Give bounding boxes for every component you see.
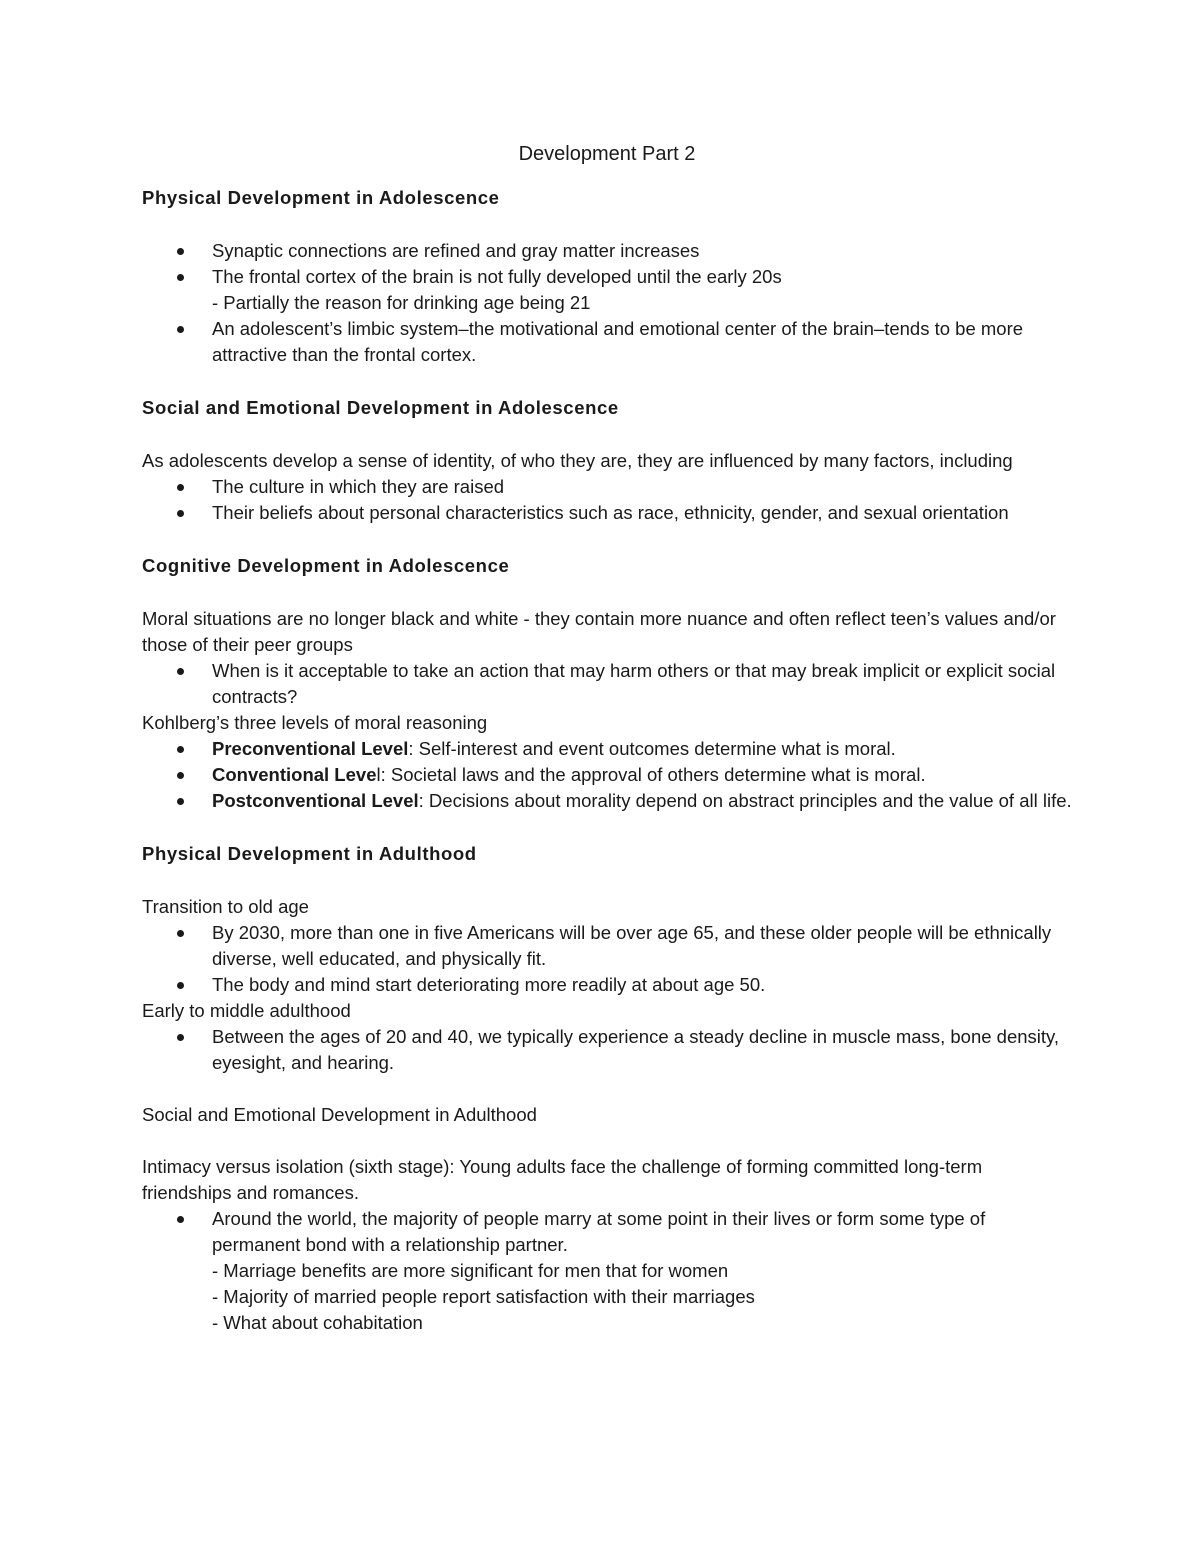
level-term: Conventional Leve: [212, 764, 377, 785]
list-item: An adolescent’s limbic system–the motivational and emotional center of the brain–tends to be more attractive than the frontal cortex.: [212, 316, 1072, 368]
bullet-icon: [177, 668, 184, 675]
bullet-list-marriage: [142, 1206, 1072, 1336]
bullet-list-early-adulthood: [142, 1024, 1072, 1076]
level-text: l: Societal laws and the approval of others determine what is moral.: [376, 764, 926, 785]
bullet-icon: [177, 1034, 184, 1041]
heading-social-adolescence: Social and Emotional Development in Adolescence: [142, 397, 619, 418]
level-term: Preconventional Level: [212, 738, 409, 759]
list-item: Around the world, the majority of people marry at some point in their lives or form some type of permanent bond with a relationship partner. - Marriage benefits are more significant for men that for women - Majority of married people report satisfaction with their marriages - What about cohabitation: [212, 1206, 1072, 1336]
heading-physical-adolescence: Physical Development in Adolescence: [142, 187, 500, 208]
bullet-icon: [177, 930, 184, 937]
bullet-list-physical-adolescence: [142, 238, 1072, 368]
bullet-list-transition: [142, 920, 1072, 998]
heading-physical-adulthood: Physical Development in Adulthood: [142, 843, 477, 864]
paragraph-identity: As adolescents develop a sense of identity, of who they are, they are influenced by many factors, including: [142, 450, 1013, 471]
list-item: Their beliefs about personal characteristics such as race, ethnicity, gender, and sexual orientation: [212, 500, 1072, 526]
bullet-icon: [177, 510, 184, 517]
list-item: The frontal cortex of the brain is not fully developed until the early 20s - Partially the reason for drinking age being 21: [212, 264, 1072, 316]
paragraph-transition: Transition to old age: [142, 896, 309, 917]
sub-note: - Marriage benefits are more significant for men that for women: [212, 1260, 729, 1281]
bullet-icon: [177, 798, 184, 805]
list-item: [212, 736, 1072, 762]
bullet-icon: [177, 274, 184, 281]
sub-note: - What about cohabitation: [212, 1312, 423, 1333]
heading-cognitive-adolescence: Cognitive Development in Adolescence: [142, 555, 510, 576]
level-text: : Self-interest and event outcomes determine what is moral.: [408, 738, 896, 759]
bullet-icon: [177, 248, 184, 255]
paragraph-intimacy: Intimacy versus isolation (sixth stage): Young adults face the challenge of forming committed long-term friendships and romances.: [142, 1156, 983, 1203]
list-item: Synaptic connections are refined and gray matter increases: [212, 238, 1072, 264]
list-item: The culture in which they are raised: [212, 474, 1072, 500]
bullet-list-moral-question: [142, 658, 1072, 710]
level-text: : Decisions about morality depend on abstract principles and the value of all life.: [418, 790, 1072, 811]
document-content: [142, 140, 1072, 1336]
level-term: Postconventional Level: [212, 790, 419, 811]
bullet-icon: [177, 1216, 184, 1223]
bullet-icon: [177, 772, 184, 779]
list-item: Between the ages of 20 and 40, we typically experience a steady decline in muscle mass, bone density, eyesight, and hearing.: [212, 1024, 1072, 1076]
bullet-icon: [177, 746, 184, 753]
sub-note: - Majority of married people report satisfaction with their marriages: [212, 1286, 755, 1307]
bullet-icon: [177, 982, 184, 989]
bullet-list-identity: [142, 474, 1072, 526]
list-item: When is it acceptable to take an action that may harm others or that may break implicit or explicit social contracts?: [212, 658, 1072, 710]
paragraph-moral-situations: Moral situations are no longer black and white - they contain more nuance and often reflect teen’s values and/or those of their peer groups: [142, 608, 1056, 655]
heading-social-adulthood: Social and Emotional Development in Adulthood: [142, 1104, 537, 1125]
document-title: Development Part 2: [518, 143, 696, 165]
bullet-list-kohlberg-levels: [142, 736, 1072, 814]
paragraph-kohlberg: Kohlberg’s three levels of moral reasoning: [142, 712, 488, 733]
bullet-icon: [177, 326, 184, 333]
list-item: By 2030, more than one in five Americans will be over age 65, and these older people will be ethnically diverse, well educated, and physically fit.: [212, 920, 1072, 972]
bullet-icon: [177, 484, 184, 491]
list-item: The body and mind start deteriorating more readily at about age 50.: [212, 972, 1072, 998]
list-item: [212, 762, 1072, 788]
sub-note: - Partially the reason for drinking age being 21: [212, 292, 591, 313]
paragraph-early-adulthood: Early to middle adulthood: [142, 1000, 351, 1021]
list-item: [212, 788, 1072, 814]
